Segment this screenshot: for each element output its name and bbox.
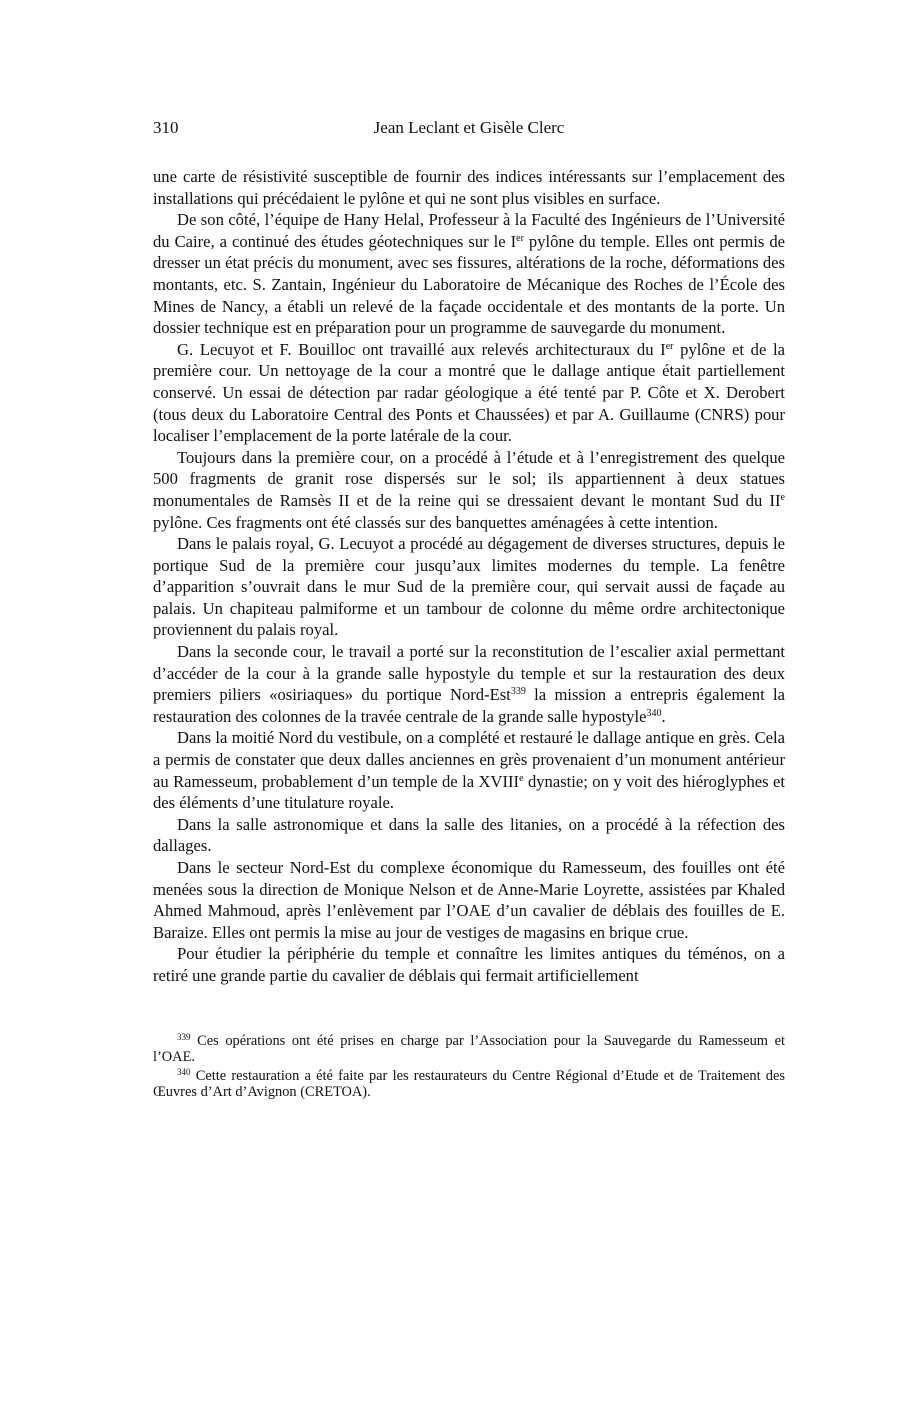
footnote-number: 339 [177, 1031, 191, 1042]
paragraph: Pour étudier la périphérie du temple et connaître les limites antiques du téménos, on a retiré une grande partie du cavalier de déblais qui fermait artificiellement [153, 944, 785, 985]
paragraph: Dans la salle astronomique et dans la salle des litanies, on a procédé à la réfection des dallages. [153, 814, 785, 856]
ordinal-superscript: e [780, 491, 785, 503]
ordinal-superscript: er [516, 232, 524, 244]
paragraph: Dans le secteur Nord-Est du complexe économique du Ramesseum, des fouilles ont été menées sous la direction de Monique Nelson et de Anne-Marie Loyrette, assistées par Khaled Ahmed Mahmoud, après l’enlèvement par l’OAE d’un cavalier de déblais des fouilles de E. Baraize. Elles ont permis la mise au jour de vestiges de magasins en brique crue. [153, 858, 785, 942]
paragraph: Toujours dans la première cour, on a procédé à l’étude et à l’enregistrement des quelque 500 fragments de granit rose dispersés sur le sol; ils appartiennent à deux statues monumentales de Ramsès II et de la reine qui se dressaient devant le montant Sud du IIe pylône. Ces fragments ont été classés sur des banquettes aménagées à cette intention. [153, 447, 785, 532]
footnote-reference[interactable]: 339 [510, 686, 526, 698]
footnote-number: 340 [177, 1066, 191, 1077]
paragraph: Dans la moitié Nord du vestibule, on a complété et restauré le dallage antique en grès. Cela a permis de constater que deux dalles anciennes en grès provenaient d’un monument antérieur au Ramesseum, probablement d’un temple de la XVIIIe dynastie; on y voit des hiéroglyphes et des éléments d’une titulature royale. [153, 728, 786, 813]
page [153, 116, 785, 1103]
footnote [153, 1033, 785, 1065]
running-title: Jean Leclant et Gisèle Clerc [373, 118, 565, 137]
ordinal-superscript: e [519, 772, 524, 784]
footnote-text: Ces opérations ont été prises en charge par l’Association pour la Sauvegarde du Ramesseum et l’OAE. [153, 1032, 785, 1065]
paragraph: G. Lecuyot et F. Bouilloc ont travaillé aux relevés architecturaux du Ier pylône et de la première cour. Un nettoyage de la cour a montré que le dallage antique était partiellement conservé. Un essai de détection par radar géologique a été tenté par P. Côte et X. Derobert (tous deux du Laboratoire Central des Ponts et Chaussées) et par A. Guillaume (CNRS) pour localiser l’emplacement de la porte latérale de la cour. [153, 339, 785, 446]
paragraph: Dans la seconde cour, le travail a porté sur la reconstitution de l’escalier axial permettant d’accéder de la cour à la grande salle hypostyle du temple et sur la restauration des deux premiers piliers «osiriaques» du portique Nord-Est$^{339}$ la mission a entrepris également la restauration des colonnes de la travée centrale de la grande salle hypostyle$^{340}$. [153, 642, 785, 726]
footnote [153, 1068, 785, 1100]
footnotes [153, 1033, 785, 1100]
footnote-text: Cette restauration a été faite par les restaurateurs du Centre Régional d’Etude et de Traitement des Œuvres d’Art d’Avignon (CRETOA). [153, 1067, 785, 1100]
running-head [153, 116, 785, 140]
ordinal-superscript: er [665, 340, 674, 352]
body-text [153, 166, 785, 987]
page-number: 310 [153, 118, 179, 137]
paragraph: une carte de résistivité susceptible de fournir des indices intéressants sur l’emplacement des installations qui précédaient le pylône et qui ne sont plus visibles en surface. [153, 167, 785, 208]
paragraph: Dans le palais royal, G. Lecuyot a procédé au dégagement de diverses structures, depuis le portique Sud de la première cour jusqu’aux limites modernes du temple. La fenêtre d’apparition s’ouvrait dans le mur Sud de la première cour, qui servait aussi de façade au palais. Un chapiteau palmiforme et un tambour de colonne du même ordre architectonique proviennent du palais royal. [153, 534, 785, 640]
paragraph: De son côté, l’équipe de Hany Helal, Professeur à la Faculté des Ingénieurs de l’Université du Caire, a continué des études géotechniques sur le Ier pylône du temple. Elles ont permis de dresser un état précis du monument, avec ses fissures, altérations de la roche, déformations des montants, etc. S. Zantain, Ingénieur du Laboratoire de Mécanique des Roches de l’École des Mines de Nancy, a établi un relevé de la façade occidentale et des montants de la porte. Un dossier technique est en préparation pour un programme de sauvegarde du monument. [153, 210, 785, 338]
footnote-reference[interactable]: 340 [646, 707, 662, 719]
